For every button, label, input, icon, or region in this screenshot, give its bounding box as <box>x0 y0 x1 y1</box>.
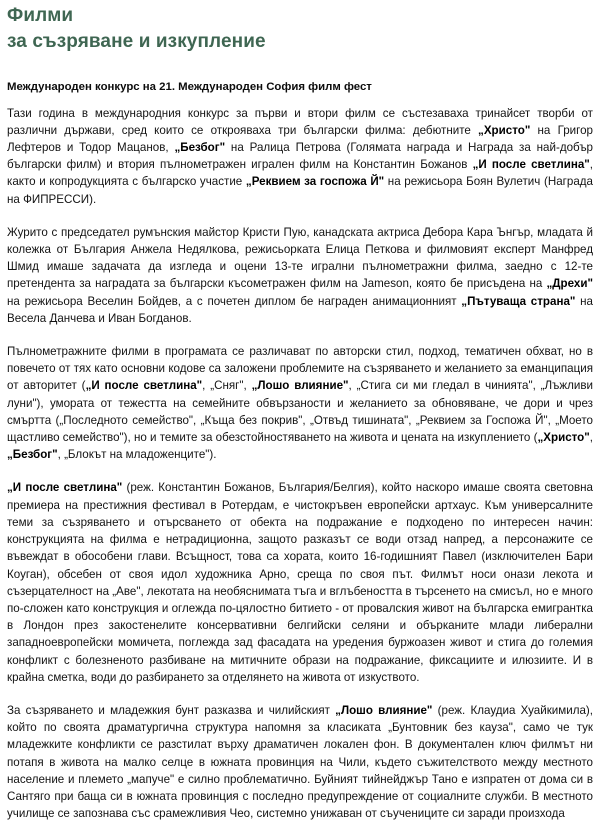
section-heading: Международен конкурс на 21. Международен София филм фест <box>7 81 372 94</box>
article-paragraph-2: Журито с председател румънския майстор Кристи Пую, канадската актриса Дебора Кара Ънгър, младата й колежка от България Анжела Недялкова, режисьорката Елица Петкова и филмовият експерт Манфред Шмид имаше задачата да изгледа и оцени 13-те игрални пълнометражни филма, заедно с 12-те претендента за наградата за български късометражен филм на Jameson, която бе присъдена на „Дрехи" на режисьора Веселин Бойдев, а с почетен диплом бе награден анимационният „Пътуваща страна" на Весела Данчева и Иван Богданов. <box>7 225 593 325</box>
article-paragraph-3: Пълнометражните филми в програмата се различават по авторски стил, подход, тематичен обхват, но в повечето от тях като основни кодове са заложени проблемите на съзряването и желанието за еманципация от авторитет („И после светлина", „Сняг", „Лошо влияние", „Стига си ми гледал в чинията", „Лъжливи луни"), умората от тежестта на семейните обвързаности и желанието за обновяване, че дори и чрез смъртта („Последното семейство", „Къща без покрив", „Отвъд тишината", „Реквием за Госпожа Й", „Моето щастливо семейство"), но и темите за обезстойностяването на живота и цената на изкуплението („Христо", „Безбог", „Блокът на младоженците"). <box>7 345 594 462</box>
page-title-line-2: за съзряване и изкупление <box>7 30 266 52</box>
page-title <box>6 4 594 54</box>
page-title-line-1: Филми <box>7 5 74 26</box>
article-paragraph-4: „И после светлина" (реж. Константин Божанов, България/Белгия), който наскоро имаше своята световна премиера на престижния фестивал в Ротердам, е чистокръвен европейски артхаус. Към универсалните теми за съзряването и отърсването от обекта на подражание е подходено по интересен начин: конструкцията на филма е нетрадиционна, защото разказът се води отзад напред, а персонажите се въвеждат в обособени глави. Всъщност, това са хората, които 16-годишният Павел (изключителен Бари Коуган), обсебен от своя идол художника Арно, среща по своя път. Филмът носи онази лекота и съзерцателност на „Аве", лекотата на необяснимата тъга и вглъбеността в търсенето на смисъл, но е много по-сложен като конструкция и оглежда по-цялостно битието - от провалския живот на българска емигрантка в Лондон през закостенелите консервативни белгийски селяни и обърканите млади либерални западноевропейски момичета, поглежда зад фасадата на уредения буржоазен живот и стига до големия конфликт с болезненото разбиване на митичните образи на подражание, фиксациите и илюзиите. И в крайна сметка, води до разбирането за отделянето на живота от изкуството. <box>7 481 594 684</box>
article-paragraph-5: За съзряването и младежкия бунт разказва и чилийският „Лошо влияние" (реж. Клаудиа Хуайкимила), който по своята драматургична структура напомня за класиката „Бунтовник без кауза", само че тук младежките конфликти се разстилат върху драматичен локален фон. В документален ключ филмът ни потапя в живота на малко селце в южната провинция на Чили, където съжителството между местното население и племето „мапуче" е силно проблематично. Буйният тийнейджър Тано е изпратен от дома си в Сантяго при баща си в южната провинция с последно предупреждение от социалните служби. В местното училище се запознава със срамежливия Чео, системно унижаван от съучениците си заради произхода <box>7 703 594 821</box>
article-paragraph-1: Тази година в международния конкурс за първи и втори филм се състезаваха тринайсет творби от различни държави, сред които се открояваха три български филма: дебютните „Христо" на Григор Лефтеров и Тодор Мацанов, „Безбог" на Ралица Петрова (Голямата награда и Награда за най-добър български филм) и втория пълнометражен игрален филм на Константин Божанов „И после светлина", както и копродукцията с българско участие „Реквием за госпожа Й" на режисьора Боян Вулетич (Награда на ФИПРЕССИ). <box>7 106 594 206</box>
